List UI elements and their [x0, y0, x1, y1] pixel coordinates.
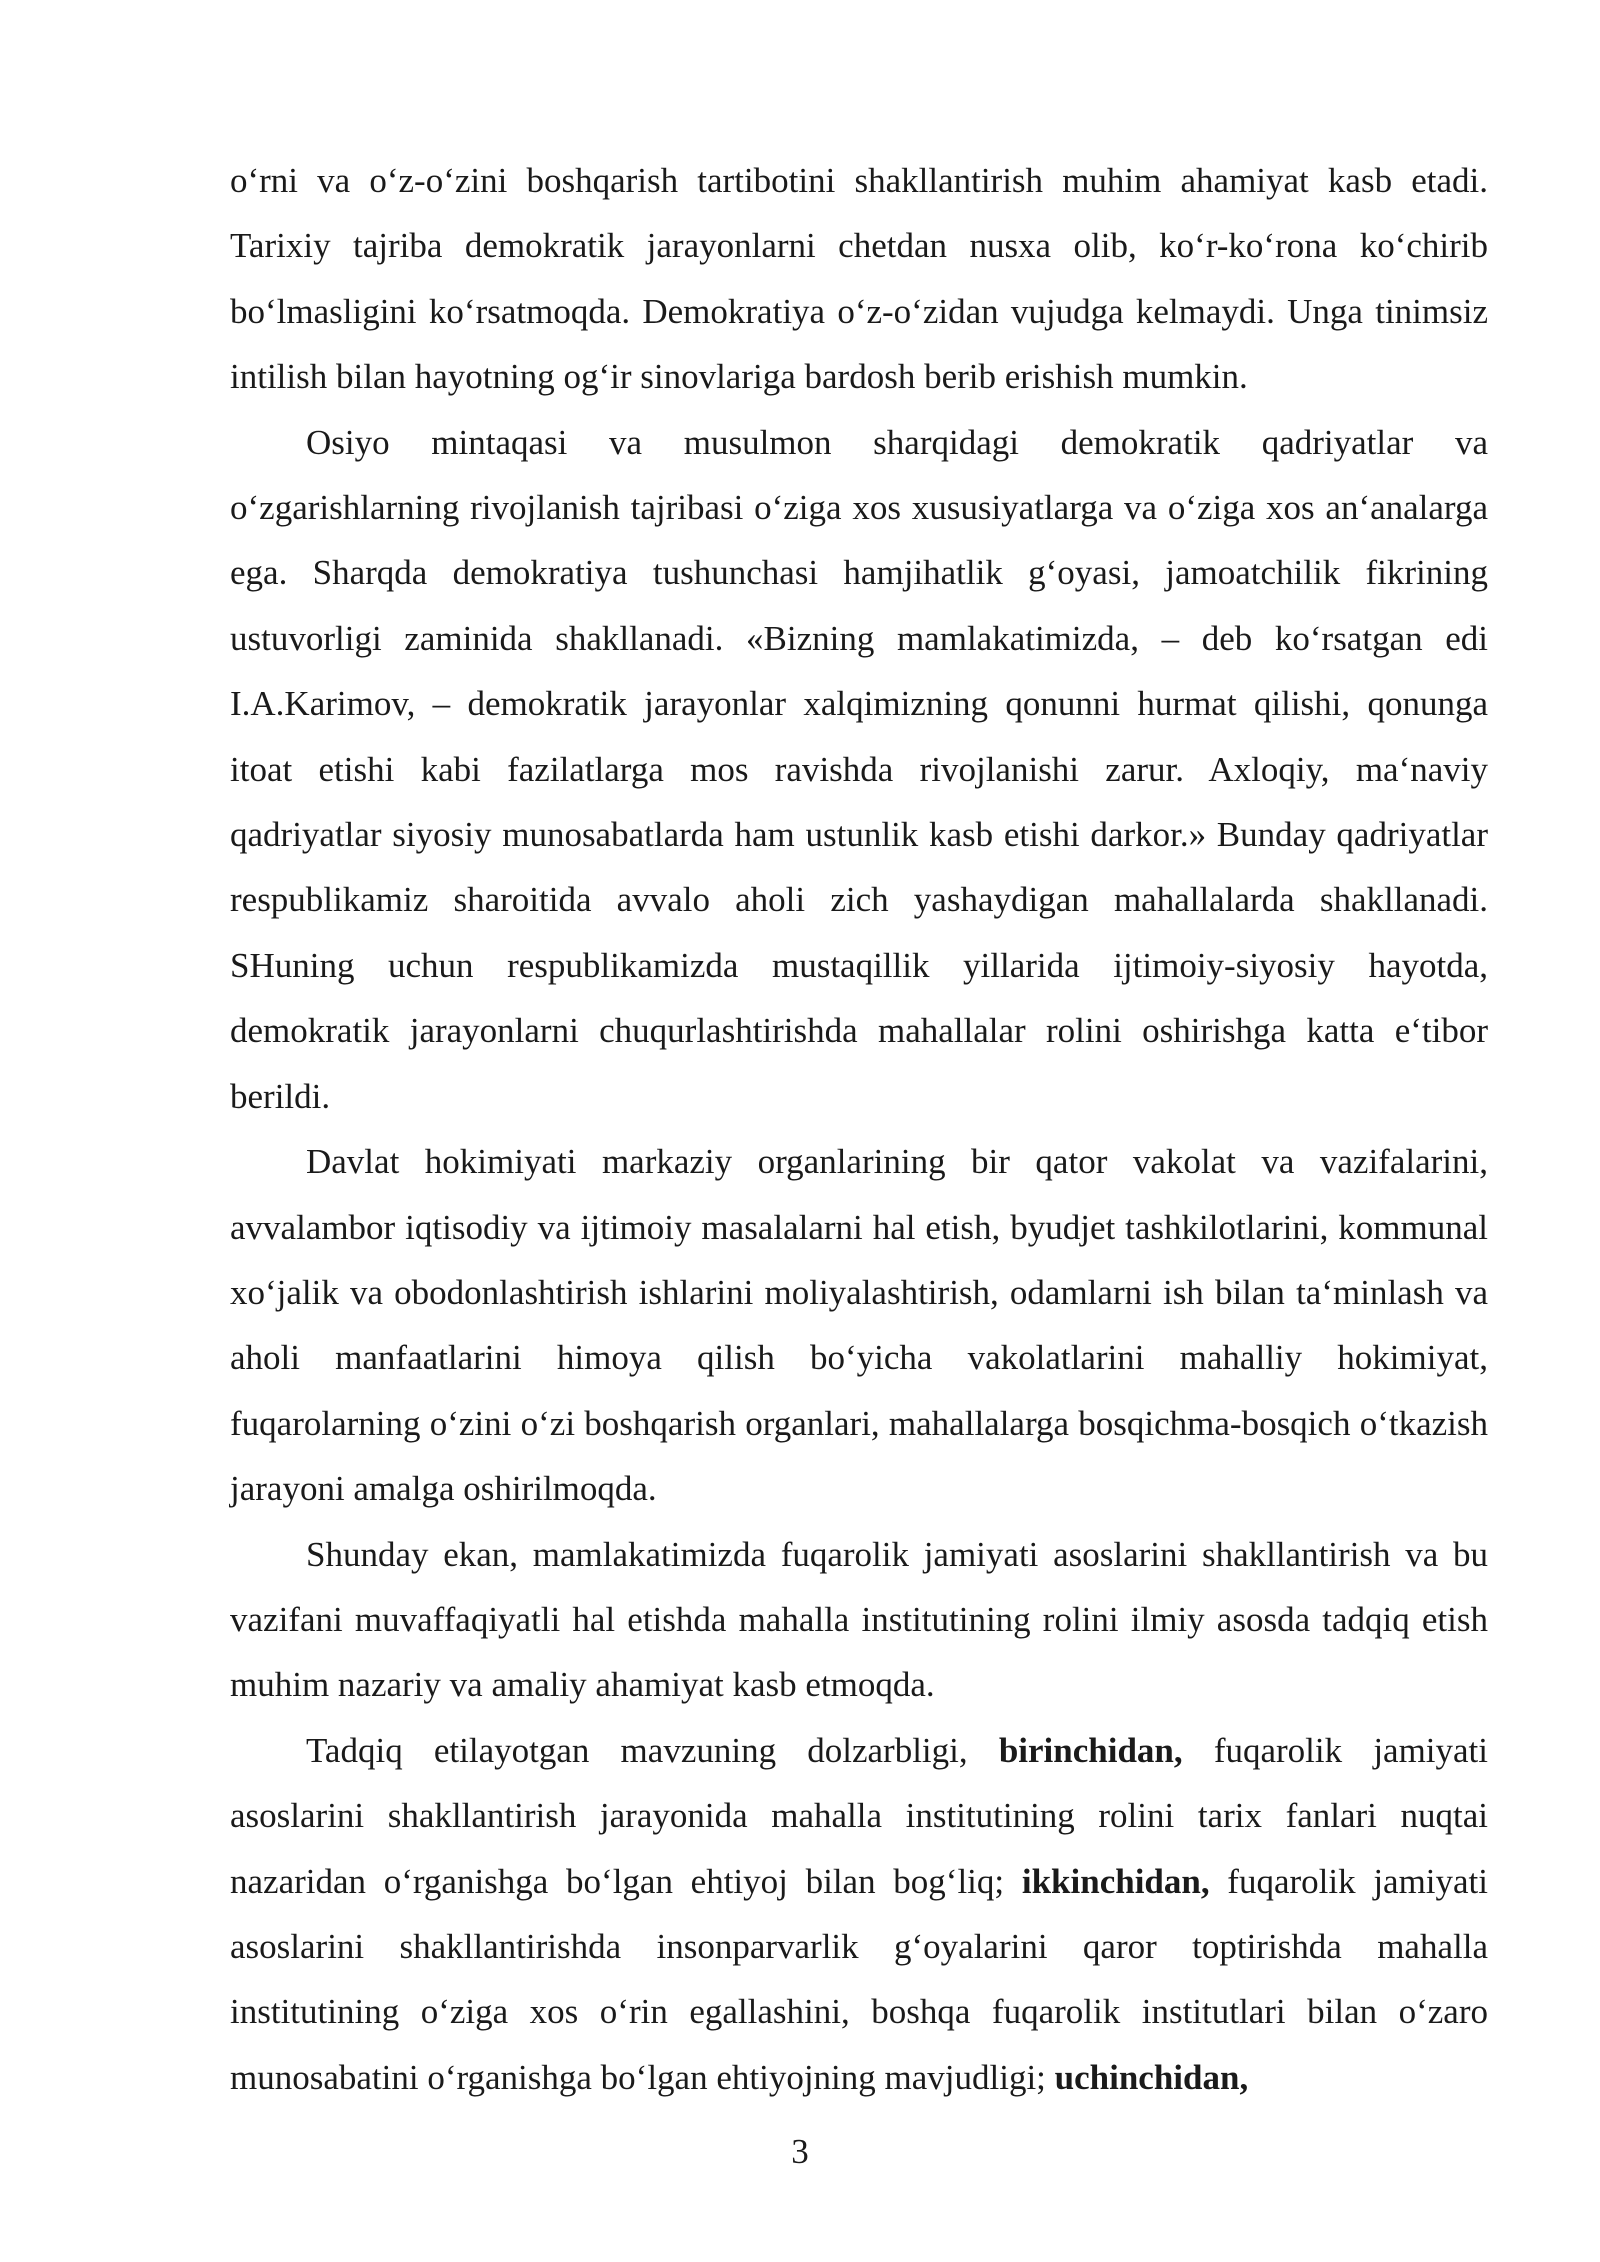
page-number: 3: [791, 2132, 809, 2171]
relevance-bold-second: ikkinchidan,: [1021, 1861, 1210, 1901]
relevance-text-1: Tadqiq etilayotgan mavzuning dolzarbligi,: [306, 1730, 999, 1770]
relevance-bold-first: birinchidan,: [998, 1730, 1183, 1770]
relevance-bold-third: uchinchidan,: [1054, 2057, 1249, 2097]
paragraph-civil-society: Shunday ekan, mamlakatimizda fuqarolik jamiyati asoslarini shakllantirish va bu vazifani muvaffaqiyatli hal etishda mahalla institutining rolini ilmiy asosda tadqiq etish muhim nazariy va amaliy ahamiyat kasb etmoqda.: [230, 1534, 1488, 1705]
paragraph-relevance: [230, 1718, 1488, 2110]
paragraph-asia-democracy: Osiyo mintaqasi va musulmon sharqidagi demokratik qadriyatlar va o‘zgarishlarning rivojlanish tajribasi o‘ziga xos xususiyatlarga va o‘ziga xos an‘analarga ega. Sharqda demokratiya tushunchasi hamjihatlik g‘oyasi, jamoatchilik fikrining ustuvorligi zaminida shakllanadi. «Bizning mamlakatimizda, – deb ko‘rsatgan edi I.A.Karimov, – demokratik jarayonlar xalqimizning qonunni hurmat qilishi, qonunga itoat etishi kabi fazilatlarga mos ravishda rivojlanishi zarur. Axloqiy, ma‘naviy qadriyatlar siyosiy munosabatlarda ham ustunlik kasb etishi darkor.» Bunday qadriyatlar respublikamiz sharoitida avvalo aholi zich yashaydigan mahallalarda shakllanadi. SHuning uchun respublikamizda mustaqillik yillarida ijtimoiy-siyosiy hayotda, demokratik jarayonlarni chuqurlashtirishda mahallalar rolini oshirishga katta e‘tibor berildi.: [230, 422, 1488, 1116]
relevance-text-3: fuqarolik jamiyati asoslarini shakllantirishda insonparvarlik g‘oyalarini qaror toptirishda mahalla institutining o‘ziga xos o‘rin egallashini, boshqa fuqarolik institutlari bilan o‘zaro munosabatini o‘rganishga bo‘lgan ehtiyojning mavjudligi;: [230, 1861, 1489, 2097]
body-text: [230, 148, 1488, 2110]
paragraph-state-authority: Davlat hokimiyati markaziy organlarining bir qator vakolat va vazifalarini, avvalambor iqtisodiy va ijtimoiy masalalarni hal etish, byudjet tashkilotlarini, kommunal xo‘jalik va obodonlashtirish ishlarini moliyalashtirish, odamlarni ish bilan ta‘minlash va aholi manfaatlarini himoya qilish bo‘yicha vakolatlarini mahalliy hokimiyat, fuqarolarning o‘zini o‘zi boshqarish organlari, mahallalarga bosqichma-bosqich o‘tkazish jarayoni amalga oshirilmoqda.: [230, 1142, 1488, 1509]
relevance-text-2: fuqarolik jamiyati asoslarini shakllantirish jarayonida mahalla institutining rolini tarix fanlari nuqtai nazaridan o‘rganishga bo‘lgan ehtiyoj bilan bog‘liq;: [230, 1730, 1489, 1901]
paragraph-continuation: o‘rni va o‘z-o‘zini boshqarish tartibotini shakllantirish muhim ahamiyat kasb etadi. Tarixiy tajriba demokratik jarayonlarni chetdan nusxa olib, ko‘r-ko‘rona ko‘chirib bo‘lmasligini ko‘rsatmoqda. Demokratiya o‘z-o‘zidan vujudga kelmaydi. Unga tinimsiz intilish bilan hayotning og‘ir sinovlariga bardosh berib erishish mumkin.: [230, 161, 1488, 397]
